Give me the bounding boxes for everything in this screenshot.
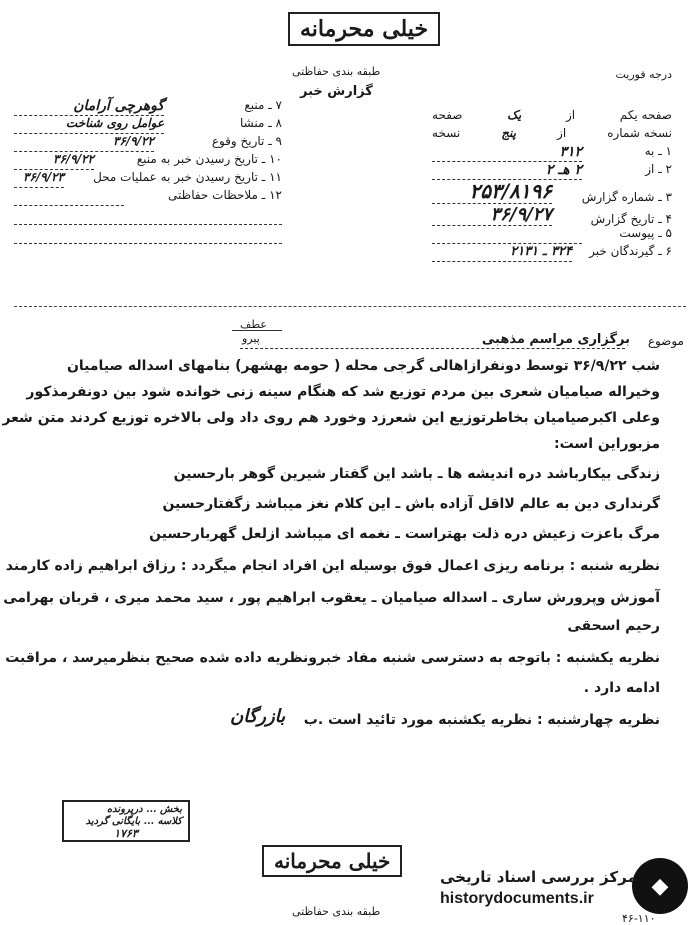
right-field-page — [432, 108, 672, 126]
field-label: ۳ ـ شماره گزارش — [581, 190, 672, 204]
field-value: ۳۲۴ ـ ۲۱۳۱ — [432, 244, 572, 262]
reference-label: عطف — [240, 318, 267, 331]
body-line: رحیم اسحقی — [567, 618, 660, 634]
right-field-report-number — [432, 180, 672, 204]
right-field-report-date — [432, 204, 672, 226]
field-value: گوهرچی آرامان — [14, 98, 164, 116]
poem-line: زندگی بیکارباشد دره اندیشه ها ـ باشد این گفتار شیرین گوهر بارحسین — [173, 466, 660, 482]
subject-label: موضوع — [647, 334, 684, 348]
right-fields — [432, 108, 672, 262]
field-label: ۸ ـ منشا — [239, 116, 282, 130]
left-field-security-notes — [14, 188, 282, 206]
signature: بازرگان — [230, 706, 286, 727]
filing-line: بخش ... درپرونده — [106, 804, 182, 815]
classification-label: طبقه بندی حفاظتی — [292, 65, 381, 78]
right-field-copy — [432, 126, 672, 144]
body-line: ادامه دارد . — [583, 680, 660, 696]
field-label: ۱۱ ـ تاریخ رسیدن خبر به عملیات محل — [93, 170, 282, 184]
body-line: نظریه چهارشنبه : نظریه یکشنبه مورد تائید است .ب — [303, 712, 660, 728]
left-field-source — [14, 98, 282, 116]
field-mid: از — [557, 126, 567, 140]
field-label: ۶ ـ گیرندگان خبر — [589, 244, 672, 258]
left-fields — [14, 98, 282, 244]
field-label: نسخه شماره — [607, 126, 672, 140]
header-separator — [14, 306, 686, 307]
poem-line: مرگ باعزت زعیش دره ذلت بهتراست ـ نغمه ای میباشد ازلعل گهربارحسین — [149, 526, 660, 542]
subject-value: برگزاری مراسم مذهبی — [481, 332, 630, 347]
left-field-occurrence-date — [14, 134, 282, 152]
field-value: ۳۱۲ — [432, 144, 582, 162]
report-title: گزارش خبر — [300, 84, 373, 99]
form-code: ۴۶-۱۱۰ — [622, 912, 656, 925]
field-value — [432, 226, 582, 244]
field-label: صفحه یکم — [619, 108, 672, 122]
right-field-attachment — [432, 226, 672, 244]
right-field-recipients — [432, 244, 672, 262]
field-label: ۵ ـ پیوست — [619, 226, 672, 240]
filing-line: کلاسه ... بایگانی گردید — [85, 816, 182, 827]
top-secret-stamp: خیلی محرمانه — [288, 12, 440, 46]
right-field-to — [432, 144, 672, 162]
body-line: وخیراله صیامیان شعری بین مردم توزیع شد که هنگام سینه زنی خوانده شود بین دونفرمذکور — [26, 384, 660, 400]
left-field-ops-received — [14, 170, 282, 188]
archive-logo-icon: ◆ — [632, 858, 688, 914]
watermark-title: مرکز بررسی اسناد تاریخی — [440, 868, 637, 886]
right-field-from — [432, 162, 672, 180]
field-value: یک — [507, 108, 522, 122]
body-line: مزبوراین است: — [554, 436, 660, 452]
left-blank-line — [14, 218, 282, 225]
field-label: ۲ ـ از — [645, 162, 672, 176]
field-end: صفحه — [432, 108, 463, 122]
field-label: ۱ ـ به — [644, 144, 672, 158]
field-value: ۳۶/۹/۲۲ — [14, 134, 154, 152]
bottom-classification-label: طبقه بندی حفاظتی — [292, 905, 381, 918]
follow-up-label: پیرو — [242, 332, 260, 345]
field-end: نسخه — [432, 126, 461, 140]
bottom-secret-stamp: خیلی محرمانه — [262, 845, 402, 877]
subject-underline — [240, 348, 625, 349]
poem-line: گرنداری دین به عالم لااقل آزاده باش ـ این کلام نغز میباشد زگفتارحسین — [162, 496, 660, 512]
watermark-url: historydocuments.ir — [440, 890, 594, 907]
field-label: ۷ ـ منبع — [244, 98, 282, 112]
body-line: نظریه یکشنبه : باتوجه به دسترسی شنبه مفاد خبرونظریه داده شده صحیح بنظرمیرسد ، مراقبت — [5, 650, 660, 666]
body-line: آموزش وپرورش ساری ـ اسداله صیامیان ـ یعقوب ابراهیم پور ، سید محمد میری ، قربان بهرامی — [3, 590, 660, 606]
field-value: ۳۶/۹/۲۳ — [14, 170, 64, 188]
field-value — [14, 188, 124, 206]
filing-line: ۱۷۶۳ — [114, 827, 138, 840]
urgency-label: درجه فوریت — [615, 68, 672, 81]
left-blank-line — [14, 237, 282, 244]
reference-divider — [232, 330, 282, 331]
field-label: ۱۲ ـ ملاحظات حفاظتی — [168, 188, 282, 202]
field-value: ۳۶/۹/۲۷ — [432, 204, 552, 226]
field-value: ۲ هـ ۲ — [432, 162, 582, 180]
field-value: پنج — [501, 126, 517, 140]
field-label: ۱۰ ـ تاریخ رسیدن خبر به منبع — [136, 152, 282, 166]
field-value: ۳۶/۹/۲۲ — [14, 152, 94, 170]
body-line: وعلی اکبرصیامیان بخاطرتوزیع این شعرزد وخورد هم روی داد ولی بالاخره توزیع کردند متن شعر — [2, 410, 660, 426]
field-value: ۲۵۳/۸۱۹۶ — [432, 179, 552, 204]
body-line: شب ۳۶/۹/۲۲ توسط دونفرازاهالی گرجی محله ( حومه بهشهر) بنامهای اسداله صیامیان — [66, 358, 660, 374]
field-value: عوامل روی شناخت — [14, 116, 164, 134]
filing-box — [62, 800, 190, 842]
body-line: نظریه شنبه : برنامه ریزی اعمال فوق بوسیله این افراد انجام میگردد : رزاق ابراهیم زاده کارمند — [5, 558, 660, 574]
left-field-origin — [14, 116, 282, 134]
field-label: ۹ ـ تاریخ وقوع — [211, 134, 282, 148]
field-mid: از — [565, 108, 576, 122]
left-field-source-received — [14, 152, 282, 170]
field-label: ۴ ـ تاریخ گزارش — [590, 212, 672, 226]
